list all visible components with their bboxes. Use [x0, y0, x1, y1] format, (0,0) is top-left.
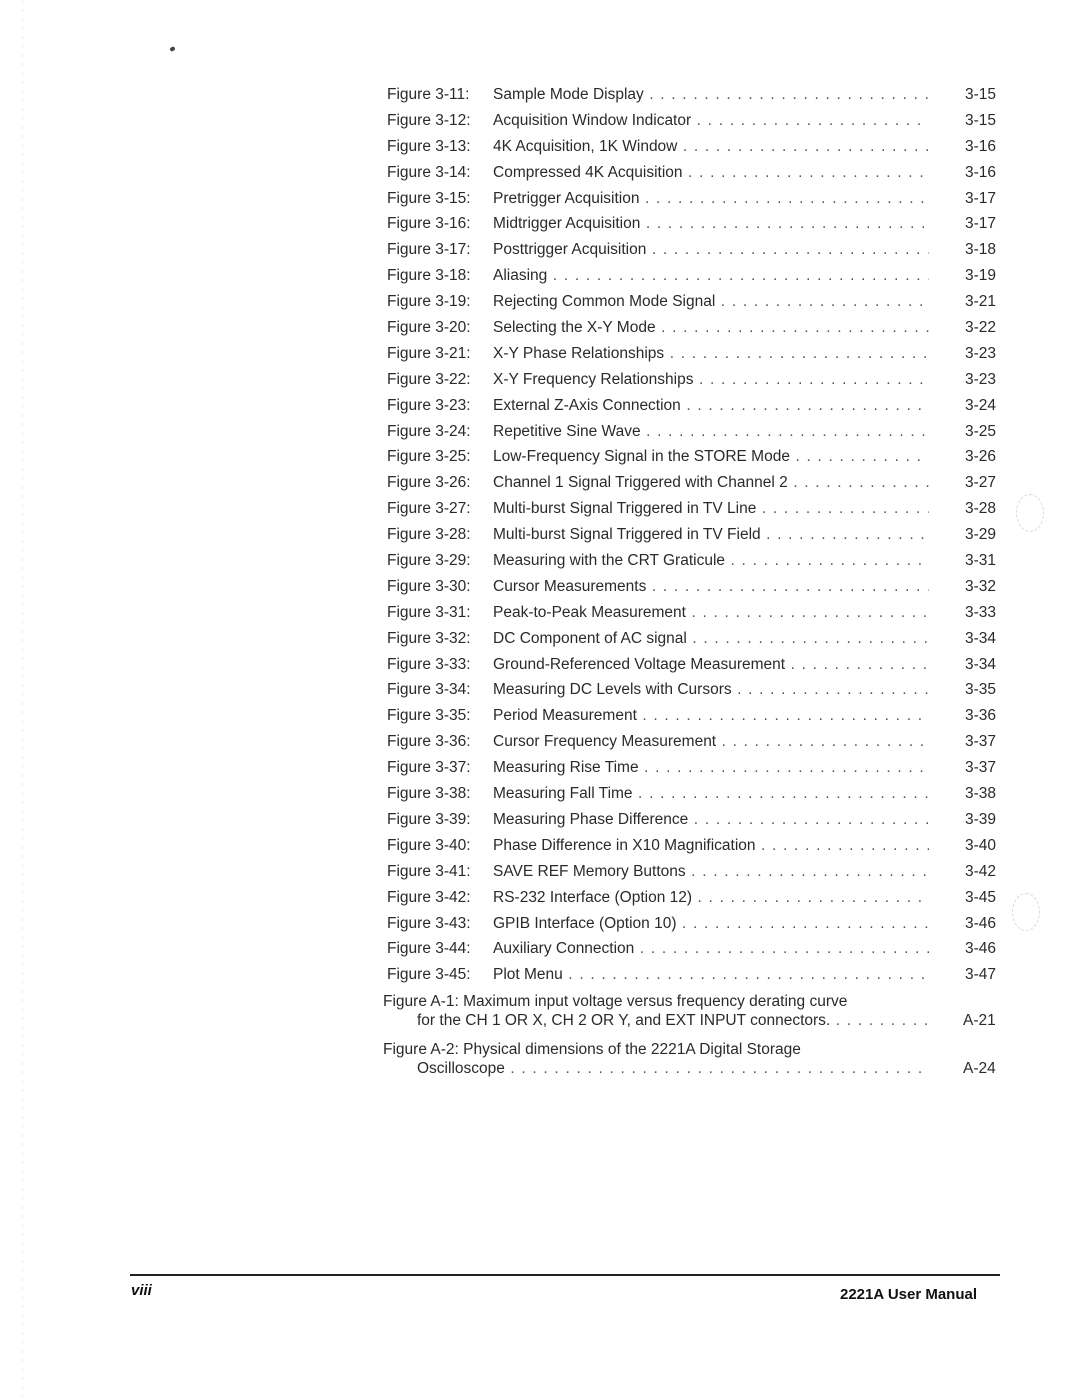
- figure-entry-page: 3-22: [965, 319, 997, 337]
- figure-entry-page: A-24: [963, 1060, 996, 1078]
- scan-speck: [169, 46, 175, 52]
- figure-entry: [383, 911, 1023, 937]
- figure-entry-number: Figure 3-18:: [387, 267, 471, 285]
- figure-entry-page: 3-37: [965, 733, 997, 751]
- figure-entries: [383, 82, 1023, 988]
- figure-entry-page: 3-37: [965, 759, 997, 777]
- figure-entry-title: Pretrigger Acquisition . . .: [493, 186, 929, 212]
- figure-entry-number: Figure 3-13:: [387, 137, 471, 155]
- figure-entry: [383, 781, 1023, 807]
- figure-entry: [383, 677, 1023, 703]
- manual-title: 2221A User Manual: [840, 1286, 978, 1303]
- figure-entry-page: 3-46: [965, 940, 997, 958]
- figure-entry-title: Plot Menu . . .: [493, 962, 929, 988]
- figure-entry: [383, 263, 1023, 289]
- figure-entry-page: 3-16: [965, 137, 997, 155]
- figure-entry: [383, 600, 1023, 626]
- figure-entry-title-line1: Figure A-2: Physical dimensions of the 2221A Digital Storage: [383, 1041, 801, 1059]
- figure-entry-title-line1: Figure A-1: Maximum input voltage versus frequency derating curve: [383, 993, 848, 1011]
- page-number: viii: [131, 1282, 152, 1299]
- figure-entry-title: Rejecting Common Mode Signal . . .: [493, 289, 929, 315]
- figure-entry-page: 3-16: [965, 163, 997, 181]
- figure-entry-title: Multi-burst Signal Triggered in TV Line . . .: [493, 496, 929, 522]
- figure-entry: [383, 936, 1023, 962]
- figure-entry-page: 3-18: [965, 241, 997, 259]
- figure-entry-page: 3-17: [965, 189, 997, 207]
- figure-entry-page: 3-35: [965, 681, 997, 699]
- figure-entry-number: Figure 3-27:: [387, 500, 471, 518]
- figure-entry: [383, 393, 1023, 419]
- figure-entry: [383, 315, 1023, 341]
- figure-entry: [383, 160, 1023, 186]
- figure-entry: [383, 237, 1023, 263]
- figure-entry-title: Cursor Frequency Measurement . . .: [493, 729, 929, 755]
- figure-entry-title: Auxiliary Connection . . .: [493, 936, 929, 962]
- figure-entry-page: 3-19: [965, 267, 997, 285]
- figure-entry: [383, 289, 1023, 315]
- figure-entry-title: External Z-Axis Connection . . .: [493, 393, 929, 419]
- figure-entry-page: 3-15: [965, 86, 997, 103]
- figure-entry-number: Figure 3-24:: [387, 422, 471, 440]
- figure-entry-title: Multi-burst Signal Triggered in TV Field . . .: [493, 522, 929, 548]
- figure-entry-page: 3-15: [965, 111, 997, 129]
- figure-entry-appendix-1: [383, 992, 1023, 1036]
- figure-entry: [383, 729, 1023, 755]
- figure-entry-number: Figure 3-14:: [387, 163, 471, 181]
- figure-entry-number: Figure 3-20:: [387, 319, 471, 337]
- figure-entry-number: Figure 3-44:: [387, 940, 471, 958]
- figure-entry: [383, 962, 1023, 988]
- figure-entry: [383, 885, 1023, 911]
- figure-entry-title: 4K Acquisition, 1K Window . . .: [493, 134, 929, 160]
- figure-entry-title: SAVE REF Memory Buttons . . .: [493, 859, 929, 885]
- figure-entry: [383, 626, 1023, 652]
- figure-entry-title: Ground-Referenced Voltage Measurement . . .: [493, 652, 929, 678]
- figure-entry-title-line2: for the CH 1 OR X, CH 2 OR Y, and EXT INPUT connectors. . . .: [417, 1011, 927, 1030]
- figure-entry-number: Figure 3-41:: [387, 862, 471, 880]
- figure-entry-title: GPIB Interface (Option 10) . . .: [493, 911, 929, 937]
- figure-entry: [383, 211, 1023, 237]
- figure-entry-number: Figure 3-31:: [387, 603, 471, 621]
- figure-entry-page: 3-25: [965, 422, 997, 440]
- figure-entry: [383, 522, 1023, 548]
- figure-entry-page: 3-28: [965, 500, 997, 518]
- figure-entry-number: Figure 3-36:: [387, 733, 471, 751]
- figure-entry: [383, 496, 1023, 522]
- figure-entry-page: 3-40: [965, 836, 997, 854]
- figure-entry-page: 3-23: [965, 370, 997, 388]
- figure-entry-number: Figure 3-34:: [387, 681, 471, 699]
- scan-binding-edge: [22, 0, 23, 1397]
- figure-entry-page: 3-24: [965, 396, 997, 414]
- figure-entry-title: Aliasing . . .: [493, 263, 929, 289]
- figure-entry-number: Figure 3-25:: [387, 448, 471, 466]
- figure-entry: [383, 548, 1023, 574]
- figure-entry-title: Measuring with the CRT Graticule . . .: [493, 548, 929, 574]
- figure-entry-title: Selecting the X-Y Mode . . .: [493, 315, 929, 341]
- figure-entry-number: Figure 3-26:: [387, 474, 471, 492]
- figure-entry-title: Sample Mode Display . . .: [493, 82, 929, 108]
- figure-entry: [383, 419, 1023, 445]
- figure-entry-number: Figure 3-21:: [387, 344, 471, 362]
- figure-entry-page: 3-36: [965, 707, 997, 725]
- figure-entry-page: 3-42: [965, 862, 997, 880]
- figure-entry-page: 3-32: [965, 577, 997, 595]
- figure-entry-number: Figure 3-35:: [387, 707, 471, 725]
- figure-entry-page: 3-33: [965, 603, 997, 621]
- figure-entry-title: DC Component of AC signal . . .: [493, 626, 929, 652]
- figure-entry-number: Figure 3-12:: [387, 111, 471, 129]
- figure-entry-title: Phase Difference in X10 Magnification . . .: [493, 833, 929, 859]
- figure-entry-number: Figure 3-16:: [387, 215, 471, 233]
- figure-entry-title: Channel 1 Signal Triggered with Channel 2 . . .: [493, 470, 929, 496]
- figure-entry-page: 3-34: [965, 655, 997, 673]
- figure-entry-title: Repetitive Sine Wave . . .: [493, 419, 929, 445]
- figure-entry-page: 3-38: [965, 785, 997, 803]
- figure-entry-title: RS-232 Interface (Option 12) . . .: [493, 885, 929, 911]
- figure-entry-number: Figure 3-32:: [387, 629, 471, 647]
- figure-entry: [383, 807, 1023, 833]
- figure-entry-title: Measuring Fall Time . . .: [493, 781, 929, 807]
- figure-entry-title: X-Y Phase Relationships . . .: [493, 341, 929, 367]
- figure-entry: [383, 341, 1023, 367]
- figure-entry-number: Figure 3-19:: [387, 293, 471, 311]
- figure-entry-number: Figure 3-33:: [387, 655, 471, 673]
- figure-entry: [383, 134, 1023, 160]
- figure-entry: [383, 833, 1023, 859]
- figure-entry-page: A-21: [963, 1012, 996, 1030]
- figure-entry-number: Figure 3-23:: [387, 396, 471, 414]
- figure-entry: [383, 367, 1023, 393]
- figure-entry-appendix-2: [383, 1040, 1023, 1084]
- figure-entry: [383, 82, 1023, 108]
- figure-entry: [383, 652, 1023, 678]
- figure-entry-number: Figure 3-42:: [387, 888, 471, 906]
- figure-entry-title: X-Y Frequency Relationships . . .: [493, 367, 929, 393]
- figure-entry-number: Figure 3-30:: [387, 577, 471, 595]
- figure-entry-page: 3-17: [965, 215, 997, 233]
- figure-entry-page: 3-31: [965, 552, 997, 570]
- figure-entry-number: Figure 3-28:: [387, 526, 471, 544]
- figure-entry-title: Measuring Phase Difference . . .: [493, 807, 929, 833]
- figure-entry: [383, 444, 1023, 470]
- figure-entry-page: 3-34: [965, 629, 997, 647]
- figure-entry-page: 3-45: [965, 888, 997, 906]
- figure-entry-page: 3-29: [965, 526, 997, 544]
- figure-entry-page: 3-23: [965, 344, 997, 362]
- figure-entry-number: Figure 3-39:: [387, 810, 471, 828]
- figure-entry-number: Figure 3-15:: [387, 189, 471, 207]
- figure-entry-number: Figure 3-22:: [387, 370, 471, 388]
- figure-entry-title: Low-Frequency Signal in the STORE Mode . . .: [493, 444, 929, 470]
- figure-entry-number: Figure 3-29:: [387, 552, 471, 570]
- figure-entry-page: 3-27: [965, 474, 997, 492]
- figure-entry-number: Figure 3-45:: [387, 966, 471, 984]
- figure-entry-number: Figure 3-43:: [387, 914, 471, 932]
- figure-entry-title-line2: Oscilloscope . . .: [417, 1059, 927, 1078]
- figure-entry-title: Posttrigger Acquisition . . .: [493, 237, 929, 263]
- figure-entry-page: 3-26: [965, 448, 997, 466]
- figure-entry-number: Figure 3-17:: [387, 241, 471, 259]
- figure-entry: [383, 574, 1023, 600]
- figure-entry: [383, 859, 1023, 885]
- figure-entry-number: Figure 3-38:: [387, 785, 471, 803]
- figure-entry-title: Measuring DC Levels with Cursors . . .: [493, 677, 929, 703]
- figure-entry-number: Figure 3-11:: [387, 86, 470, 103]
- figure-entry-title: Period Measurement . . .: [493, 703, 929, 729]
- figure-entry-title: Peak-to-Peak Measurement . . .: [493, 600, 929, 626]
- figure-entry-title: Cursor Measurements . . .: [493, 574, 929, 600]
- figure-entry-title: Compressed 4K Acquisition . . .: [493, 160, 929, 186]
- figure-entry: [383, 186, 1023, 212]
- figure-entry-title: Midtrigger Acquisition . . .: [493, 211, 929, 237]
- figure-entry: [383, 108, 1023, 134]
- figure-entry: [383, 755, 1023, 781]
- list-of-figures: [383, 82, 1023, 1084]
- footer-rule: [130, 1274, 1000, 1276]
- figure-entry: [383, 703, 1023, 729]
- figure-entry: [383, 470, 1023, 496]
- figure-entry-page: 3-46: [965, 914, 997, 932]
- figure-entry-number: Figure 3-40:: [387, 836, 471, 854]
- figure-entry-page: 3-39: [965, 810, 997, 828]
- figure-entry-title: Acquisition Window Indicator . . .: [493, 108, 929, 134]
- figure-entry-title: Measuring Rise Time . . .: [493, 755, 929, 781]
- figure-entry-number: Figure 3-37:: [387, 759, 471, 777]
- figure-entry-page: 3-47: [965, 966, 997, 984]
- figure-entry-page: 3-21: [965, 293, 997, 311]
